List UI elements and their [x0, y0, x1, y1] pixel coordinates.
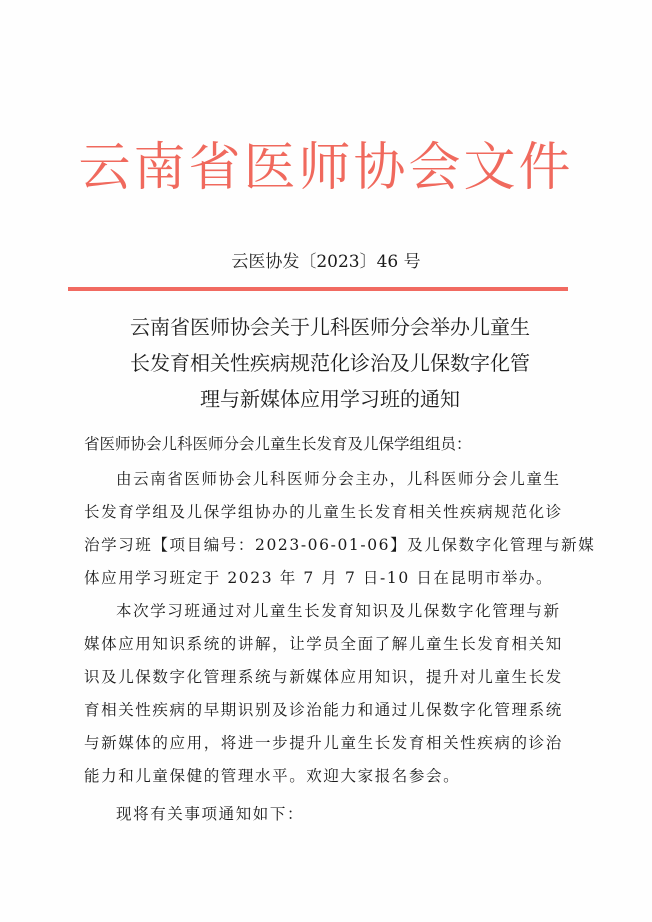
paragraph-line: 长发育学组及儿保学组协办的儿童生长发育相关性疾病规范化诊 — [84, 503, 563, 521]
red-divider-line — [68, 287, 568, 291]
paragraph-line: 由云南省医师协会儿科医师分会主办，儿科医师分会儿童生 — [116, 470, 561, 488]
paragraph-intro — [84, 463, 596, 595]
notice-title — [80, 309, 580, 417]
title-line: 长发育相关性疾病规范化诊治及儿保数字化管 — [130, 351, 530, 375]
title-line: 理与新媒体应用学习班的通知 — [200, 387, 460, 411]
paragraph-line: 现将有关事项通知如下： — [116, 805, 305, 823]
paragraph-line: 体应用学习班定于 2023 年 7 月 7 日-10 日在昆明市举办。 — [84, 569, 554, 587]
paragraph-line: 识及儿保数字化管理系统与新媒体应用知识，提升对儿童生长发 — [84, 668, 563, 686]
paragraph-notice-items — [84, 798, 574, 831]
salutation: 省医师协会儿科医师分会儿童生长发育及儿保学组组员： — [84, 435, 472, 453]
paragraph-line: 本次学习班通过对儿童生长发育知识及儿保数字化管理与新 — [116, 602, 561, 620]
masthead-title: 云南省医师协会文件 — [78, 138, 574, 198]
paragraph-line: 治学习班【项目编号：2023-06-01-06】及儿保数字化管理与新媒 — [84, 536, 596, 554]
paragraph-line: 育相关性疾病的早期识别及诊治能力和通过儿保数字化管理系统 — [84, 701, 563, 719]
paragraph-line: 能力和儿童保健的管理水平。欢迎大家报名参会。 — [84, 767, 461, 785]
paragraph-line: 与新媒体的应用，将进一步提升儿童生长发育相关性疾病的诊治 — [84, 734, 563, 752]
title-line: 云南省医师协会关于儿科医师分会举办儿童生 — [130, 315, 530, 339]
document-number: 云医协发〔2023〕46 号 — [231, 252, 421, 272]
paragraph-purpose — [84, 595, 574, 793]
paragraph-line: 媒体应用知识系统的讲解，让学员全面了解儿童生长发育相关知 — [84, 635, 563, 653]
